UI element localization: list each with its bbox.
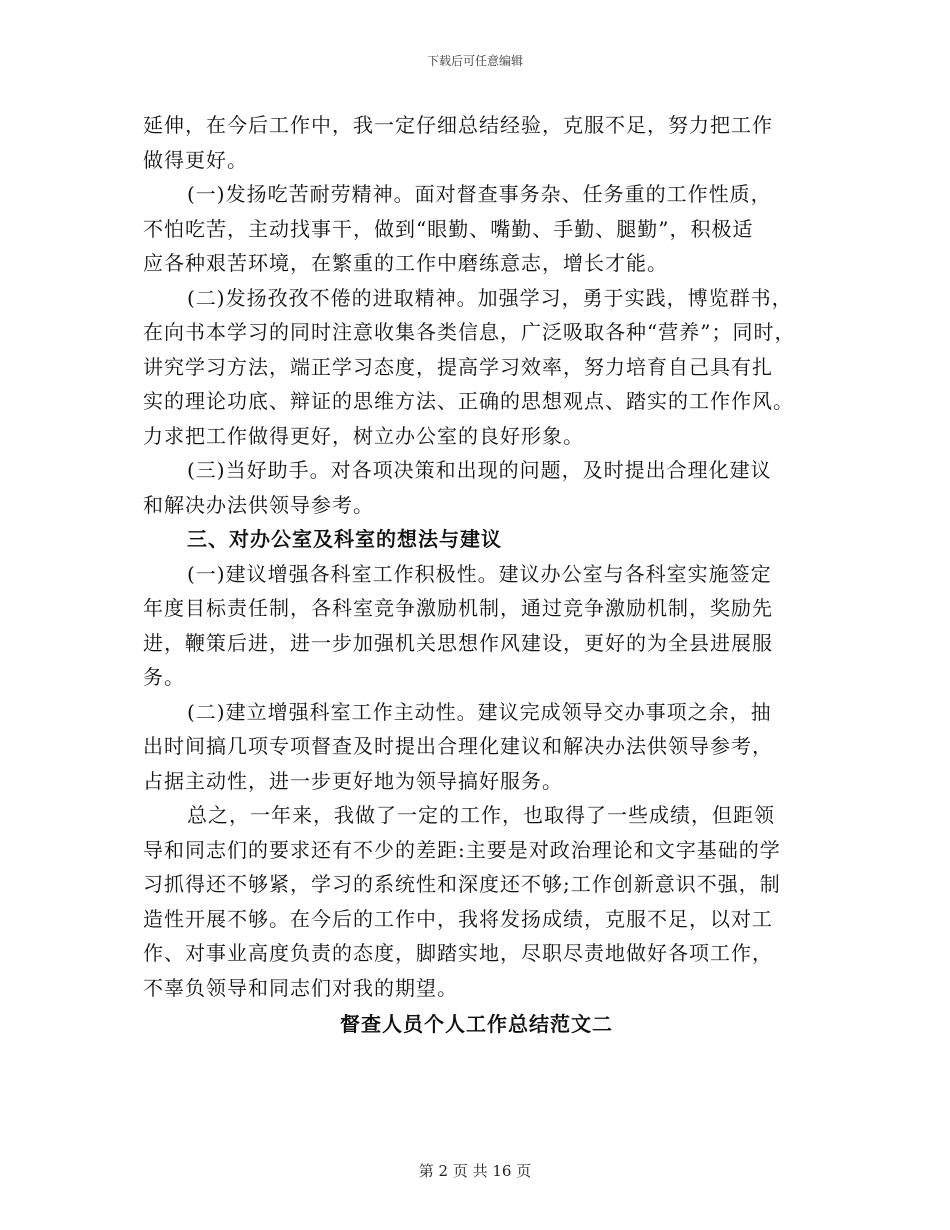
paragraph-line: 出时间搞几项专项督查及时提出合理化建议和解决办法供领导参考， xyxy=(143,734,773,758)
paragraph-line: 和解决办法供领导参考。 xyxy=(143,492,374,517)
paragraph-line: 总之，一年来，我做了一定的工作，也取得了一些成绩，但距领 xyxy=(187,803,775,827)
paragraph-line: 习抓得还不够紧，学习的系统性和深度还不够;工作创新意识不强，制 xyxy=(143,872,781,896)
paragraph-line: 延伸，在今后工作中，我一定仔细总结经验，克服不足，努力把工作 xyxy=(143,113,773,137)
document-title: 督查人员个人工作总结范文二 xyxy=(340,1012,613,1036)
page-header: 下载后可任意编辑 xyxy=(426,54,523,68)
document-body xyxy=(143,108,810,1042)
paragraph-line: 不怕吃苦，主动找事干，做到“眼勤、嘴勤、手勤、腿勤”，积极适 xyxy=(143,216,754,241)
paragraph-line: 实的理论功底、辩证的思维方法、正确的思想观点、踏实的工作作风。 xyxy=(143,389,794,413)
paragraph-line: 讲究学习方法，端正学习态度，提高学习效率，努力培育自己具有扎 xyxy=(143,354,773,379)
page-number: 第 2 页 共 16 页 xyxy=(418,1162,532,1180)
paragraph-line: (一)发扬吃苦耐劳精神。面对督查事务杂、任务重的工作性质， xyxy=(187,182,772,206)
paragraph-line: 不辜负领导和同志们对我的期望。 xyxy=(143,975,458,1000)
paragraph-line: 做得更好。 xyxy=(143,147,248,172)
paragraph-line: 务。 xyxy=(143,665,185,689)
paragraph-line: 年度目标责任制，各科室竞争激励机制，通过竞争激励机制，奖励先 xyxy=(143,596,773,620)
paragraph-line: 造性开展不够。在今后的工作中，我将发扬成绩，克服不足，以对工 xyxy=(143,906,773,931)
paragraph-line: 作、对事业高度负责的态度，脚踏实地，尽职尽责地做好各项工作， xyxy=(143,941,773,965)
paragraph-line: (三)当好助手。对各项决策和出现的问题，及时提出合理化建议 xyxy=(187,458,772,482)
paragraph-line: 力求把工作做得更好，树立办公室的良好形象。 xyxy=(143,423,584,448)
paragraph-line: 在向书本学习的同时注意收集各类信息，广泛吸取各种“营养”；同时， xyxy=(143,320,796,344)
paragraph-line: 应各种艰苦环境，在繁重的工作中磨练意志，增长才能。 xyxy=(143,251,668,275)
paragraph-line: (二)建立增强科室工作主动性。建议完成领导交办事项之余，抽 xyxy=(187,699,772,724)
paragraph-line: 导和同志们的要求还有不少的差距:主要是对政治理论和文字基础的学 xyxy=(143,837,781,862)
paragraph-line: 占据主动性，进一步更好地为领导搞好服务。 xyxy=(143,768,563,793)
section-heading: 三、对办公室及科室的想法与建议 xyxy=(187,527,502,551)
paragraph-line: (一)建议增强各科室工作积极性。建议办公室与各科室实施签定 xyxy=(187,561,772,586)
paragraph-line: (二)发扬孜孜不倦的进取精神。加强学习，勇于实践，博览群书， xyxy=(187,285,793,310)
paragraph-line: 进，鞭策后进，进一步加强机关思想作风建设，更好的为全县进展服 xyxy=(143,630,773,655)
